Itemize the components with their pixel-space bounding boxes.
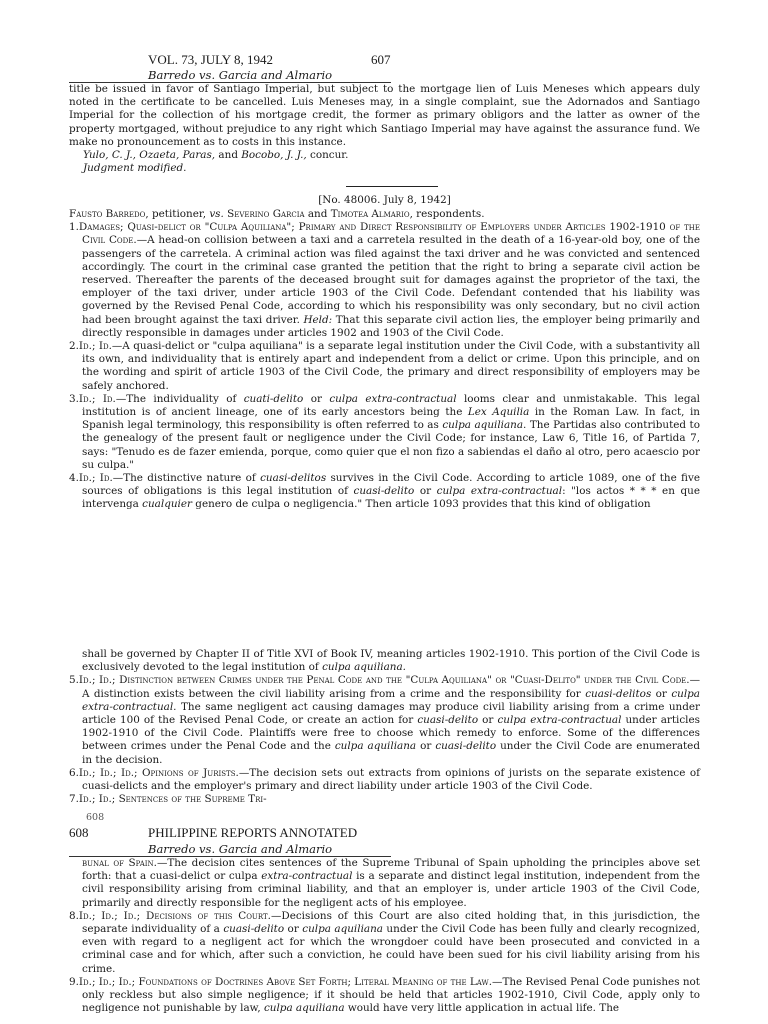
separator-rule (346, 186, 438, 187)
judgment-line: Judgment modified. (83, 162, 187, 175)
concurrence: Yulo, C. J., Ozaeta, Paras, and Bocobo, J. J., concur. (83, 149, 349, 162)
page-number-2: 608 (69, 825, 89, 840)
volume-date: VOL. 73, JULY 8, 1942 (148, 52, 273, 67)
syllabus-item-4-continued: shall be governed by Chapter II of Title XVI of Book IV, meaning articles 1902-1910. This portion of the Civil Code is exclusively devoted to the legal institution of culpa aquiliana. (82, 648, 700, 674)
syllabus-block (69, 208, 700, 512)
syllabus-item-1: 1.Damages; Quasi-delict or "Culpa Aquiliana"; Primary and Direct Responsibility of Employers under Articles 1902-1910 of the Civil Code.—A head-on collision between a taxi and a carretela resulted in the death of a 16-year-old boy, one of the passengers of the carretela. A criminal action was filed against the taxi driver and he was convicted and sentenced accordingly. The court in the criminal case granted the petition that the right to bring a separate civil action be reserved. Thereafter the parents of the deceased brought suit for damages against the proprietor of the taxi, the employer of the taxi driver, under article 1903 of the Civil Code. Defendant contended that his liability was governed by the Revised Penal Code, according to which his responsibility was only secondary, but no civil action had been brought against the taxi driver. Held: That this separate civil action lies, the employer being primarily and directly responsible in damages under articles 1902 and 1903 of the Civil Code. (69, 221, 700, 339)
paragraph-conclusion: title be issued in favor of Santiago Imperial, but subject to the mortgage lien of Luis Meneses which appears duly noted in the certificate to be cancelled. Luis Meneses may, in a single complaint, sue the Adornados and Santiago Imperial for the collection of his mortgage credit, the former as primary obligors and the latter as owner of the property mortgaged, without prejudice to any right which Santiago Imperial may have against the assurance fund. We make no pronouncement as to costs in this instance. (69, 83, 700, 148)
syllabus-item-9: 9.Id.; Id.; Id.; Foundations of Doctrines Above Set Forth; Literal Meaning of the Law.—The Revised Penal Code punishes not only reckless but also simple negligence; if it should be held that articles 1902-1910, Civil Code, apply only to negligence not punishable by law, culpa aquiliana would have very little application in actual life. The (69, 975, 700, 1015)
syllabus-item-7: 7.Id.; Id.; Sentences of the Supreme Tri- (69, 793, 267, 806)
syllabus-item-4: 4.Id.; Id.—The distinctive nature of cuasi-delitos survives in the Civil Code. According to article 1089, one of the five sources of obligations is this legal institution of cuasi-delito or culpa extra-contractual: "los actos * * * en que intervenga cualquier genero de culpa o negligencia." Then article 1093 provides that this kind of obligation (69, 472, 700, 511)
body-text-top (69, 83, 700, 175)
parties-line: Fausto Barredo, petitioner, vs. Severino Garcia and Timotea Almario, respondents. (69, 208, 485, 220)
body-text-bottom (69, 857, 700, 1015)
page-number: 607 (371, 52, 391, 67)
syllabus-block-continued (69, 648, 700, 806)
syllabus-item-6: 6.Id.; Id.; Id.; Opinions of Jurists.—The decision sets out extracts from opinions of jurists on the separate existence of cuasi-delicts and the employer's primary and direct liability under article 1903 of the Civil Code. (69, 766, 700, 793)
footer-page-number: 608 (86, 812, 105, 823)
syllabus-item-5: 5.Id.; Id.; Distinction between Crimes under the Penal Code and the "Culpa Aquiliana" or "Cuasi-Delito" under the Civil Code.—A distinction exists between the civil liability arising from a crime and the responsibility for cuasi-delitos or culpa extra-contractual. The same negligent act causing damages may produce civil liability arising from a crime under article 100 of the Revised Penal Code, or create an action for cuasi-delito or culpa extra-contractual under articles 1902-1910 of the Civil Code. Plaintiffs were free to choose which remedy to enforce. Some of the differences between crimes under the Penal Code and the culpa aquiliana or cuasi-delito under the Civil Code are enumerated in the decision. (69, 674, 700, 766)
docket-number: [No. 48006. July 8, 1942] (318, 194, 451, 206)
case-title: Barredo vs. Garcia and Almario (148, 68, 333, 82)
running-header (0, 52, 768, 67)
running-header-2 (0, 825, 768, 840)
case-title-2: Barredo vs. Garcia and Almario (148, 842, 333, 856)
syllabus-item-3: 3.Id.; Id.—The individuality of cuati-delito or culpa extra-contractual looms clear and unmistakable. This legal institution is of ancient lineage, one of its early ancestors being the Lex Aquilia in the Roman Law. In fact, in Spanish legal terminology, this responsibility is often referred to as culpa aquiliana. The Partidas also contributed to the genealogy of the present fault or negligence under the Civil Code; for instance, Law 6, Title 16, of Partida 7, says: "Tenudo es de fazer emienda, porque, como quier que el non fizo a sabiendas el daño al otro, pero acaescio por su culpa." (69, 392, 700, 471)
syllabus-item-8: 8.Id.; Id.; Id.; Decisions of this Court.—Decisions of this Court are also cited holding that, in this jurisdiction, the separate individuality of a cuasi-delito or culpa aquiliana under the Civil Code has been fully and clearly recognized, even with regard to a negligent act for which the wrongdoer could have been prosecuted and convicted in a criminal case and for which, after such a conviction, he could have been sued for his civil liability arising from his crime. (69, 909, 701, 975)
syllabus-item-2: 2.Id.; Id.—A quasi-delict or "culpa aquiliana" is a separate legal institution under the Civil Code, with a substantivity all its own, and individuality that is entirely apart and independent from a delict or crime. Upon this principle, and on the wording and spirit of article 1903 of the Civil Code, the primary and direct responsibility of employers may be safely anchored. (69, 340, 701, 392)
reporter-title: PHILIPPINE REPORTS ANNOTATED (148, 825, 358, 840)
syllabus-item-7-continued: bunal of Spain.—The decision cites sentences of the Supreme Tribunal of Spain upholding the principles above set forth: that a cuasi-delict or culpa extra-contractual is a separate and distinct legal institution, independent from the civil responsibility arising from criminal liability, and that an employer is, under article 1903 of the Civil Code, primarily and directly responsible for the negligent acts of his employee. (82, 857, 701, 909)
